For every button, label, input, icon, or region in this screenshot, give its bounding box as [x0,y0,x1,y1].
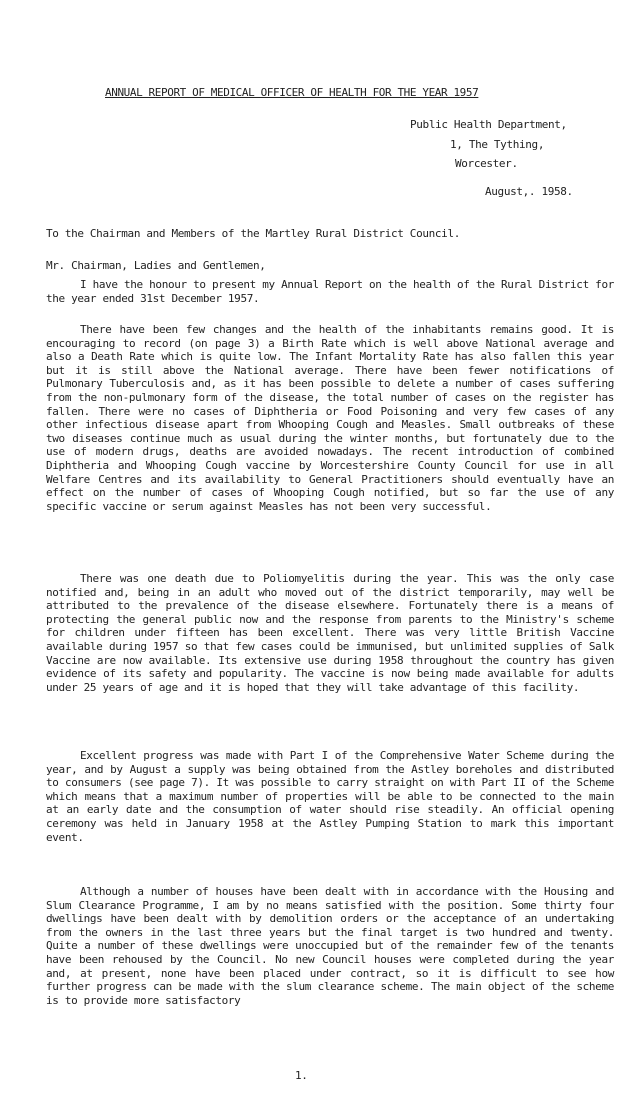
address-line-street: 1, The Tything, [450,137,545,151]
paragraph-poliomyelitis: There was one death due to Poliomyelitis during the year. This was the only case notified and, being in an adult who moved out of the district temporarily, may well be attributed to the prevalence of the disease elsewhere. Fortunately there is a means of protecting the general public now and the response from parents to the Ministry's scheme for children under fifteen has been excellent. There was very little British Vaccine available during 1957 so that few cases could be immunised, but unlimited supplies of Salk Vaccine are now available. Its extensive use during 1958 throughout the country has given evidence of its safety and popularity. The vaccine is now being made available for adults under 25 years of age and it is hoped that they will take advantage of this facility. [46,572,614,694]
greeting: Mr. Chairman, Ladies and Gentlemen, [46,259,266,272]
paragraph-general-health: There have been few changes and the health of the inhabitants remains good. It is encouraging to record (on page 3) a Birth Rate which is well above National average and also a Death Rate which is quite low. The Infant Mortality Rate has also fallen this year but it is still above the National average. There have been fewer notifications of Pulmonary Tuberculosis and, as it has been possible to delete a number of cases suffering from the non-pulmonary form of the disease, the total number of cases on the register has fallen. There were no cases of Diphtheria or Food Poisoning and very few cases of any other infectious disease apart from Whooping Cough and Measles. Small outbreaks of these two diseases continue much as usual during the winter months, but fortunately due to the use of modern drugs, deaths are avoided nowadays. The recent introduction of combined Diphtheria and Whooping Cough vaccine by Worcestershire County Council for use in all Welfare Centres and its availability to General Practitioners should eventually have an effect on the number of cases of Whooping Cough notified, but so far the use of any specific vaccine or serum against Measles has not been very successful. [46,323,614,513]
salutation: To the Chairman and Members of the Martley Rural District Council. [46,227,460,240]
paragraph-water-scheme: Excellent progress was made with Part I of the Comprehensive Water Scheme during the year, and by August a supply was being obtained from the Astley boreholes and distributed to consumers (see page 7). It was possible to carry straight on with Part II of the Scheme which means that a maximum number of properties will be able to be connected to the main at an early date and the consumption of water should rise steadily. An official opening ceremony was held in January 1958 at the Astley Pumping Station to mark this important event. [46,749,614,844]
letter-date: August,. 1958. [485,185,573,198]
address-line-department: Public Health Department, [410,118,567,131]
paragraph-introduction: I have the honour to present my Annual Report on the health of the Rural District for the year ended 31st December 1957. [46,278,614,305]
sender-address [380,118,567,177]
page-number: 1. [295,1069,308,1082]
address-line-city: Worcester. [455,157,518,170]
report-title: ANNUAL REPORT OF MEDICAL OFFICER OF HEALTH FOR THE YEAR 1957 [105,86,479,99]
paragraph-housing: Although a number of houses have been dealt with in accordance with the Housing and Slum Clearance Programme, I am by no means satisfied with the position. Some thirty four dwellings have been dealt with by demolition orders or the acceptance of an undertaking from the owners in the last three years but the final target is two hundred and twenty. Quite a number of these dwellings were unoccupied but of the remainder few of the tenants have been rehoused by the Council. No new Council houses were completed during the year and, at present, none have been placed under contract, so it is difficult to see how further progress can be made with the slum clearance scheme. The main object of the scheme is to provide more satisfactory [46,885,614,1007]
